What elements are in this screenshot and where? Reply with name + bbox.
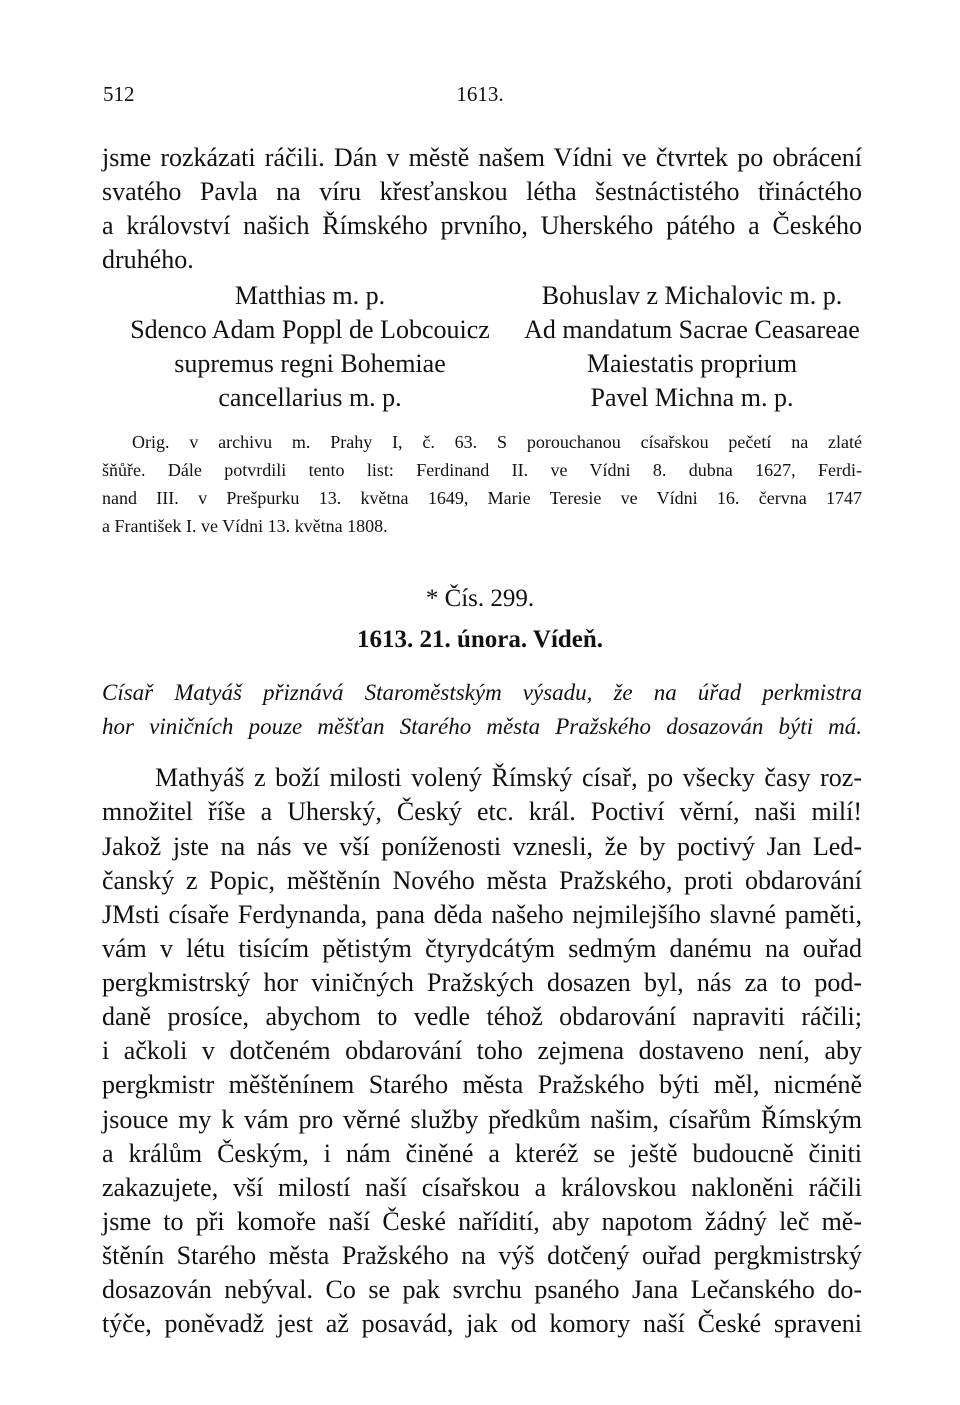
- page-number: 512: [103, 82, 135, 106]
- intro-line: druhého.: [102, 245, 194, 274]
- text-line: štěnín Starého města Pražského na výš dotčený ouřad pergkmistrský: [102, 1241, 862, 1270]
- text-line: týče, poněvadž jest až posavád, jak od komory naší České spraveni: [102, 1309, 862, 1338]
- archive-note-line: šňůře. Dále potvrdili tento list: Ferdinand II. ve Vídni 8. dubna 1627, Ferdi-: [102, 460, 862, 480]
- text-line: množitel říše a Uherský, Český etc. král. Poctiví věrní, naši milí!: [102, 797, 862, 826]
- document-number: * Čís. 299.: [425, 585, 535, 612]
- text-line: dosazován nebýval. Co se pak svrchu psaného Jana Lečanského do-: [102, 1275, 862, 1304]
- text-line: Jakož jste na nás ve vší poníženosti vznesli, že by poctivý Jan Led-: [102, 832, 862, 861]
- text-line: čanský z Popic, měštěnín Nového města Pražského, proti obdarování: [102, 866, 862, 895]
- text-line: jsouce my k vám pro věrné služby předkům našim, císařům Římským: [102, 1105, 862, 1134]
- archive-note-line: Orig. v archivu m. Prahy I, č. 63. S porouchanou císařskou pečetí na zlaté: [132, 432, 862, 452]
- signature-left: Matthias m. p.: [234, 281, 386, 310]
- signature-left: Sdenco Adam Poppl de Lobcouicz: [130, 315, 490, 344]
- signature-right: Bohuslav z Michalovic m. p.: [541, 281, 843, 310]
- archive-note-line: nand III. v Prešpurku 13. května 1649, Marie Teresie ve Vídni 16. června 1747: [102, 488, 862, 508]
- summary-line: Císař Matyáš přiznává Staroměstským výsadu, že na úřad perkmistra: [102, 680, 862, 705]
- text-line: pergkmistrský hor viničných Pražských dosazen byl, nás za to pod-: [102, 968, 862, 997]
- signature-right: Pavel Michna m. p.: [590, 383, 794, 412]
- text-line: JMsti císaře Ferdynanda, pana děda našeho nejmilejšího slavné paměti,: [102, 900, 862, 929]
- signature-left: supremus regni Bohemiae: [174, 349, 446, 378]
- text-line: jsme to při komoře naší České nařídití, aby napotom žádný leč mě-: [102, 1207, 862, 1236]
- intro-line: jsme rozkázati ráčili. Dán v městě našem Vídni ve čtvrtek po obrácení: [102, 143, 862, 172]
- text-line: pergkmistr měštěnínem Starého města Pražského býti měl, nicméně: [102, 1070, 862, 1099]
- signature-right: Maiestatis proprium: [586, 349, 798, 378]
- signature-right: Ad mandatum Sacrae Ceasareae: [524, 315, 860, 344]
- text-line: i ačkoli v dotčeném obdarování toho zejmena dostaveno není, aby: [102, 1036, 862, 1065]
- document-date-place: 1613. 21. února. Vídeň.: [356, 626, 604, 653]
- text-line: vám v létu tisícím pětistým čtyrydcátým sedmým danému na ouřad: [102, 934, 862, 963]
- text-line: Mathyáš z boží milosti volený Římský císař, po všecky časy roz-: [155, 763, 862, 792]
- text-line: daně prosíce, abychom to vedle téhož obdarování napraviti ráčili;: [102, 1002, 862, 1031]
- text-line: zakazujete, vší milostí naší císařskou a královskou nakloněni ráčili: [102, 1173, 862, 1202]
- intro-line: a království našich Římského prvního, Uherského pátého a Českého: [102, 211, 862, 240]
- archive-note-line: a František I. ve Vídni 13. května 1808.: [102, 516, 388, 536]
- signature-left: cancellarius m. p.: [218, 383, 402, 412]
- text-line: a králům Českým, i nám činěné a kteréž se ještě budoucně činiti: [102, 1139, 862, 1168]
- running-head: 1613.: [456, 82, 504, 106]
- intro-line: svatého Pavla na víru křesťanskou létha šestnáctistého třináctého: [102, 177, 862, 206]
- summary-line: hor viničních pouze měšťan Starého města Pražského dosazován býti má.: [102, 714, 862, 739]
